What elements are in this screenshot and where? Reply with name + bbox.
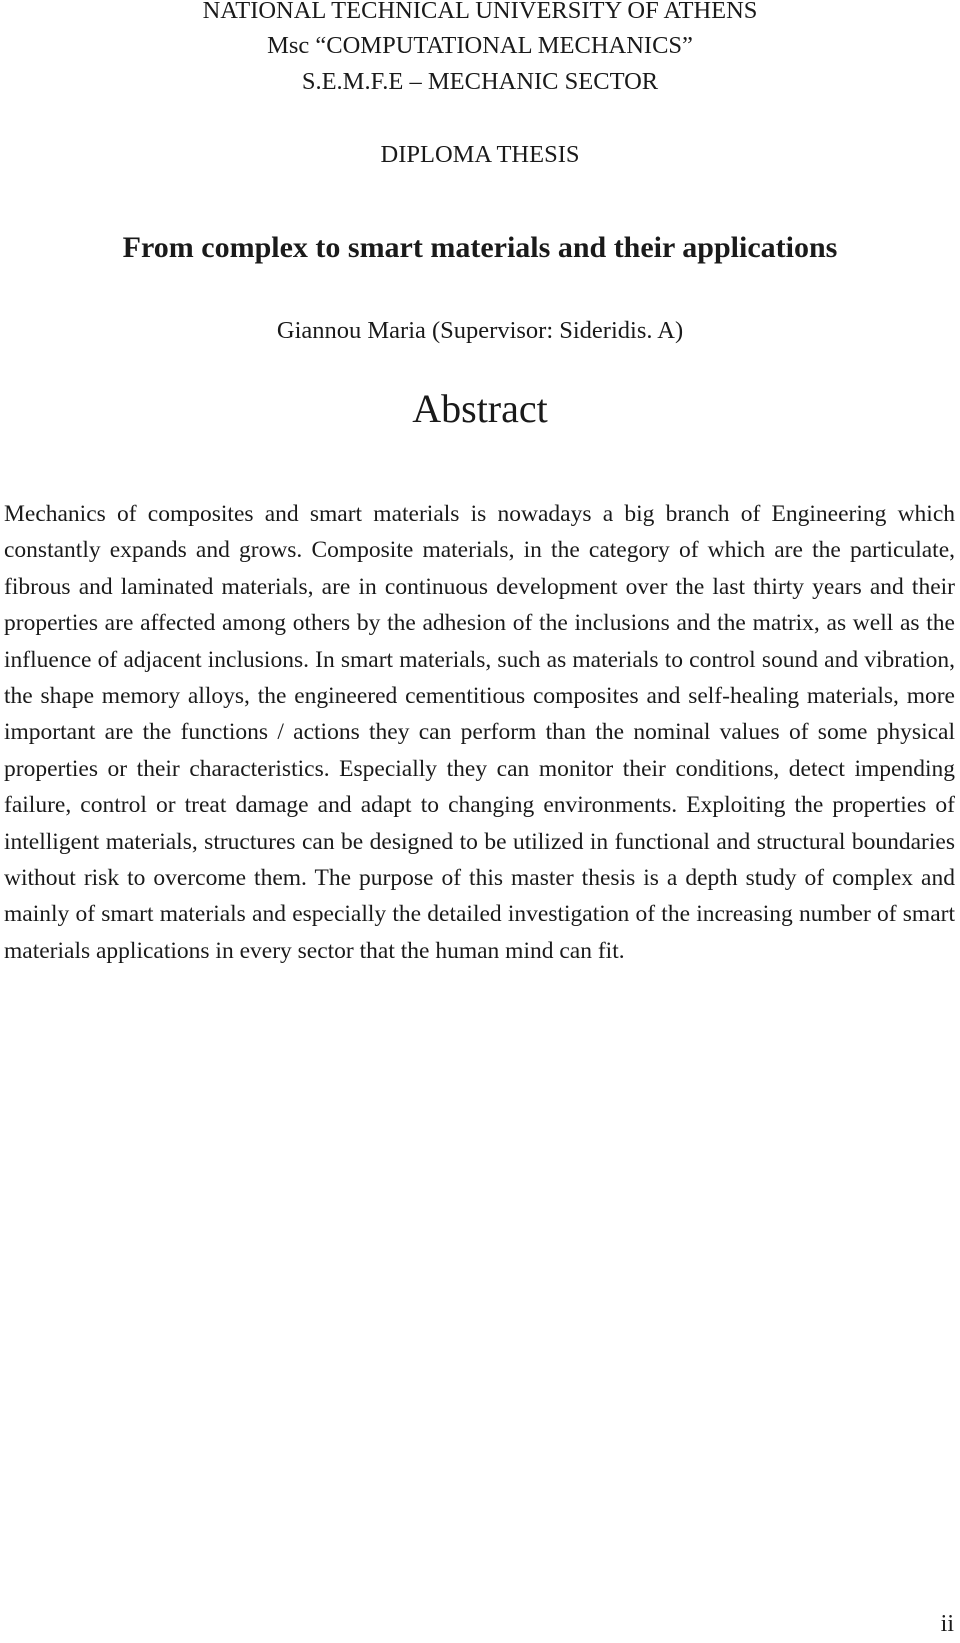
university-name: NATIONAL TECHNICAL UNIVERSITY OF ATHENS	[202, 0, 758, 24]
document-type: DIPLOMA THESIS	[380, 141, 580, 168]
program-name: Msc “COMPUTATIONAL MECHANICS”	[267, 32, 693, 59]
abstract-heading: Abstract	[412, 386, 548, 431]
page-number: ii	[940, 1611, 954, 1637]
thesis-title: From complex to smart materials and their applications	[122, 231, 838, 264]
sector-name: S.E.M.F.E – MECHANIC SECTOR	[301, 68, 659, 95]
author-line: Giannou Maria (Supervisor: Sideridis. A)	[276, 317, 684, 344]
abstract-body: Mechanics of composites and smart materials is nowadays a big branch of Engineering which constantly expands and grows. Composite materials, in the category of which are the particulate, fibrous and laminated materials, are in continuous development over the last thirty years and their properties are affected among others by the adhesion of the inclusions and the matrix, as well as the influence of adjacent inclusions. In smart materials, such as materials to control sound and vibration, the shape memory alloys, the engineered cementitious composites and self-healing materials, more important are the functions / actions they can perform than the nominal values of some physical properties or their characteristics. Especially they can monitor their conditions, detect impending failure, control or treat damage and adapt to changing environments. Exploiting the properties of intelligent materials, structures can be designed to be utilized in functional and structural boundaries without risk to overcome them. The purpose of this master thesis is a depth study of complex and mainly of smart materials and especially the detailed investigation of the increasing number of smart materials applications in every sector that the human mind can fit.	[4, 501, 955, 964]
